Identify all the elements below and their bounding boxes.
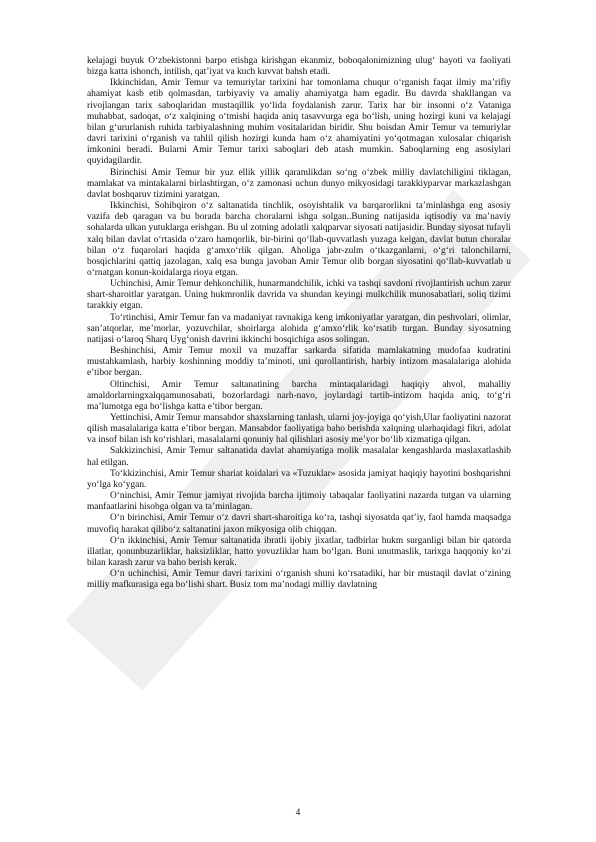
paragraph: To‘rtinchisi, Amir Temur fan va madaniyat ravnakiga keng imkoniyatlar yaratgan, din peshvolari, olimlar, san’atqorlar, me’morlar, yozuvchilar, shoirlarga alohida g‘amxo‘rlik ko‘rsatib turgan. Bunday siyosatning natijasi o‘laroq Sharq Uyg‘onish davrini ikkinchi bosqichiga asos solingan.: [87, 312, 511, 345]
paragraph: To‘kkizinchisi, Amir Temur shariat koidalari va «Tuzuklar» asosida jamiyat haqiqiy hayotini boshqarishni yo‘lga ko‘ygan.: [87, 468, 511, 490]
paragraph: O‘n birinchisi, Amir Temur o‘z davri shart-sharoitiga ko‘ra, tashqi siyosatda qat’iy, faol hamda maqsadga muvofiq harakat qilibo‘z saltanatini jaxon mikyosiga olib chiqqan.: [87, 513, 511, 535]
paragraph: Ikkinchidan, Amir Temur va temuriylar tarixini har tomonlama chuqur o‘rganish faqat ilmiy ma’rifiy ahamiyat kasb etib qolmasdan, tarbiyaviy va amaliy ahamiyatga ham egadir. Bu davrda shakllangan va rivojlangan tarix saboqlaridan mustaqillik yo‘lida foydalanish zarur. Tarix har bir insonni o‘z Vataniga muhabbat, sadoqat, o‘z xalqining o‘tmishi haqida aniq tasavvurga ega bo‘lish, uning hozirgi kuni va kelajagi bilan g‘ururlanish ruhida tarbiyalashning muhim vositalaridan biridir. Shu boisdan Amir Temur va temuriylar davri tarixini o‘rganish va tahlil qilish hozirgi kunda ham o‘z ahamiyatini yo‘qotmagan xulosalar chiqarish imkonini beradi. Bularni Amir Temur tarixi saboqlari deb atash mumkin. Saboqlarning eng asosiylari quyidagilardir.: [87, 78, 511, 167]
paragraph: O‘n ikkinchisi, Amir Temur saltanatida ibratli ijobiy jixatlar, tadbirlar hukm surganligi bilan bir qatorda illatlar, qonunbuzarliklar, haksizliklar, hatto yovuzliklar ham bo‘lgan. Buni unutmaslik, tarixga haqqoniy ko‘zi bilan karash zarur va baho berish kerak.: [87, 535, 511, 569]
page-number: 4: [295, 808, 301, 818]
paragraph: kelajagi buyuk O‘zbekistonni barpo etishga kirishgan ekanmiz, boboqalonimizning ulug‘ hayoti va faoliyati bizga katta ishonch, intilish, qat’iyat va kuch kuvvat bahsh etadi.: [87, 56, 511, 78]
paragraph: Sakkizinchisi, Amir Temur saltanatida davlat ahamiyatiga molik masalalar kengashlarda maslaxatlashib hal etilgan.: [87, 446, 511, 468]
paragraph: O‘ninchisi, Amir Temur jamiyat rivojida barcha ijtimoiy tabaqalar faoliyatini nazarda tutgan va ularning manfaatlarini hisobga olgan va ta’minlagan.: [87, 491, 511, 513]
paragraph: O‘n uchinchisi, Amir Temur davri tarixini o‘rganish shuni ko‘rsatadiki, har bir mustaqil davlat o‘zining milliy mafkurasiga ega bo‘lishi shart. Busiz tom ma’nodagi milliy davlatning: [87, 569, 511, 591]
paragraph: Beshinchisi, Amir Temur moxil va muzaffar sarkarda sifatida mamlakatning mudofaa kudratini mustahkamlash, harbiy koshinning moddiy ta’minoti, uni qurollantirish, harbiy intizom masalalariga alohida e’tibor bergan.: [87, 346, 511, 379]
paragraph: Uchinchisi, Amir Temur dehkonchilik, hunarmandchilik, ichki va tashqi savdoni rivojlantirish uchun zarur shart-sharoitlar yaratgan. Uning hukmronlik davrida va shundan keyingi mulkchilik munosabatlari, soliq tizimi tarakkiy etgan.: [87, 279, 511, 312]
paragraph: Birinchisi Amir Temur bir yuz ellik yillik qaramlikdan so‘ng o‘zbek milliy davlatchiligini tiklagan, mamlakat va mintakalarni birlashtirgan, o‘z zamonasi uchun dunyo mikyosidagi tarakkiyparvar markazlashgan davlat boshqaruv tizimini yaratgan.: [87, 167, 511, 200]
paragraph: Ikkinchisi, Sohibqiron o‘z saltanatida tinchlik, osoyishtalik va barqarorlikni ta’minlashga eng asosiy vazifa deb qaragan va bu borada barcha choralarni ishga solgan..Buning natijasida iqtisodiy va ma’naviy sohalarda ulkan yutuklarga erishgan. Bu ul zotning adolatli xalqparvar siyosati natijasidir. Bunday siyosat tufayli xalq bilan davlat o‘rtasida o‘zaro hamqorlik, bir-birini qo‘llab-quvvatlash yuzaga kelgan, davlat butun choralar bilan o‘z fuqarolari haqida g‘amxo‘rlik qilgan. Aholiga jabr-zulm o‘tkazganlarni, o‘g‘ri talonchilarni, bosqichlarini qattiq jazolagan, xalq esa bunga javoban Amir Temur olib borgan siyosatini qo‘llab-kuvvatlab u o‘rnatgan konun-koidalarga rioya etgan.: [87, 201, 511, 278]
document-body: [87, 56, 511, 796]
paragraph: Oltinchisi, Amir Temur saltanatining barcha mintaqalaridagi haqiqiy ahvol, mahalliy amaldorlarningxalqqamunosabati, bozorlardagi narh-navo, joylardagi tartib-intizom haqida aniq, to‘g‘ri ma’lumotga ega bo‘lishga katta e’tibor bergan.: [87, 379, 511, 412]
paragraph: Yettinchisi, Amir Temur mansabdor shaxslarning tanlash, ularni joy-joyiga qo‘yish,Ular faoliyatini nazorat qilish masalalariga katta e’tibor bergan. Mansabdor faoliyatiga baho berishda xalqning ularhaqidagi fikri, adolat va insof bilan ish ko‘rishlari, masalalarni qonuniy hal qilishlari asosiy me’yor bo‘lib xizmatiga qilgan.: [87, 413, 511, 446]
